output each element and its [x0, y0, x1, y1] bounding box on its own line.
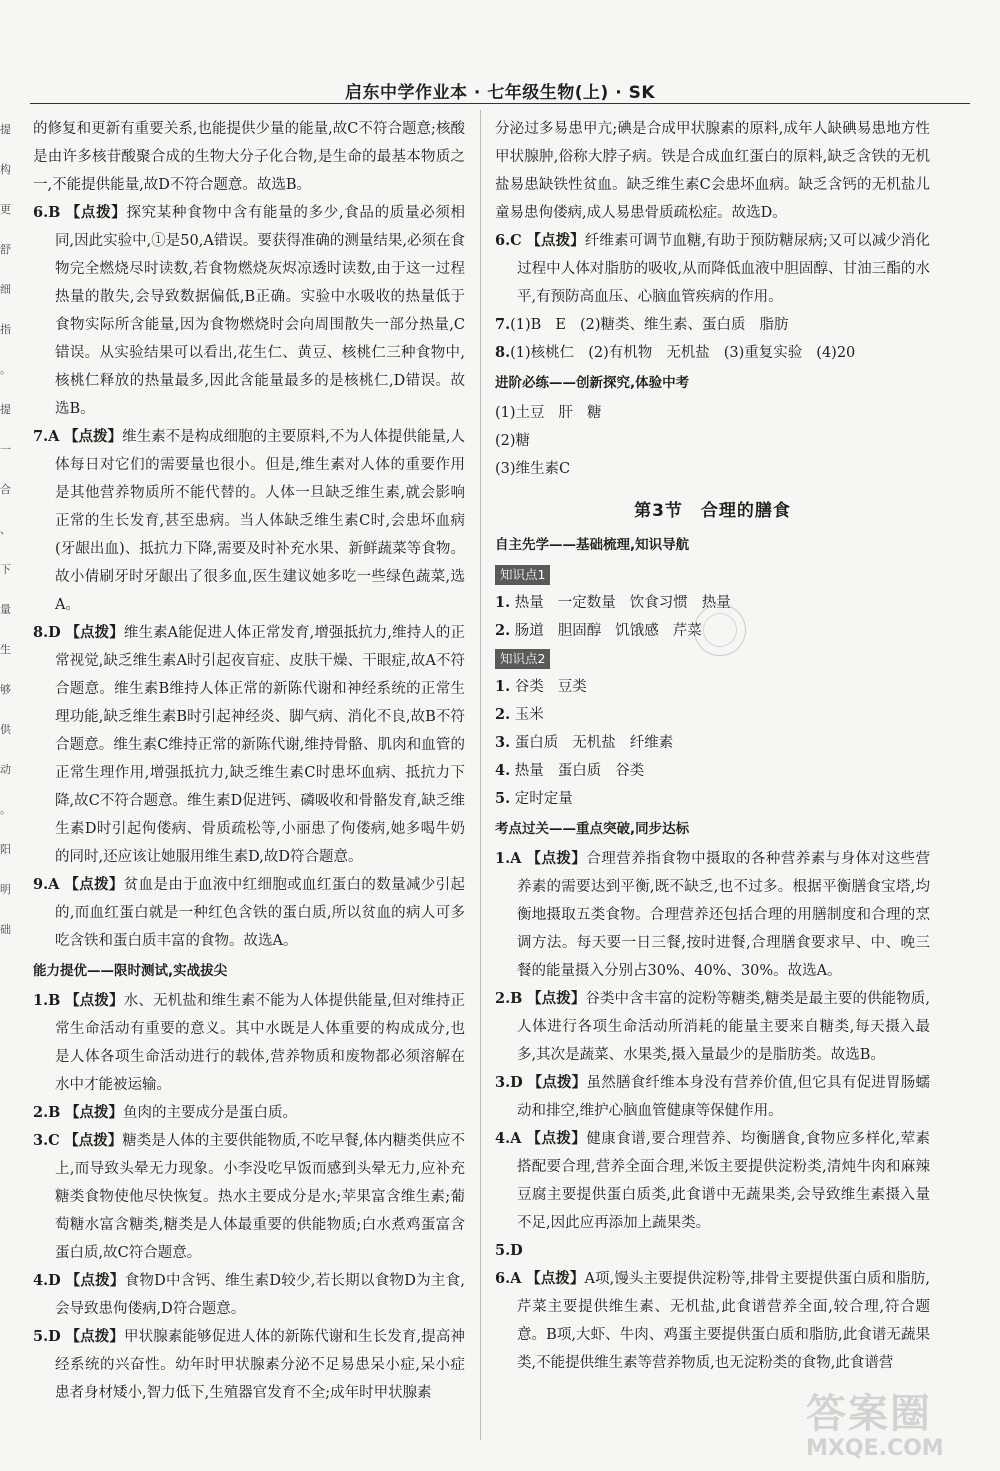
- header-rule: [30, 103, 970, 104]
- hint-tag: 【点拨】: [64, 1132, 123, 1149]
- item-number: 8.: [33, 624, 49, 641]
- hint-tag: 【点拨】: [65, 1104, 124, 1121]
- answer-part: 热量: [514, 595, 544, 611]
- answer-part: 谷类: [514, 679, 544, 695]
- item-answer: D: [48, 1272, 61, 1289]
- answer-part: (3)重复实验: [723, 345, 803, 361]
- margin-char: 细: [0, 283, 11, 296]
- item-number: 3.: [495, 1074, 511, 1091]
- item-text: 合理营养指食物中摄取的各种营养素与身体对这些营养素的需要达到平衡,既不缺乏,也不过多。根据平衡膳食宝塔,均衡地摄取五类食物。合理营养还包括合理的用膳制度和合理的烹调方法。每天要一日三餐,按时进餐,合理膳食要求早、中、晚三餐的能量摄入分别占30%、40%、30%。故选A。: [517, 851, 930, 979]
- challenge-answer-1: [495, 399, 930, 427]
- hint-tag: 【点拨】: [65, 624, 124, 641]
- hint-tag: 【点拨】: [527, 990, 586, 1007]
- item-text: 水、无机盐和维生素不能为人体提供能量,但对维持正常生命活动有重要的意义。其中水既是人体重要的构成成分,也是人体各项生命活动进行的载体,营养物质和废物都必须溶解在水中才能被运输。: [55, 993, 465, 1093]
- hint-tag: 【点拨】: [65, 204, 127, 221]
- item-number: 7.: [33, 428, 49, 445]
- item-number: 4.: [33, 1272, 49, 1289]
- continued-paragraph: 分泌过多易患甲亢;碘是合成甲状腺素的原料,成年人缺碘易患地方性甲状腺肿,俗称大脖子病。铁是合成血红蛋白的原料,缺乏含铁的无机盐易患缺铁性贫血。缺乏维生素C会患坏血病。缺乏含钙的无机盐儿童易患佝偻病,成人易患骨质疏松症。故选D。: [495, 121, 930, 221]
- margin-char: 指: [0, 323, 11, 336]
- item-answer: B: [48, 204, 61, 221]
- answer-item-6: [33, 199, 465, 423]
- item-answer: D: [48, 1328, 61, 1345]
- item-number: 1.: [33, 992, 49, 1009]
- answer-part: E: [555, 317, 566, 333]
- item-number: 4.: [495, 762, 511, 779]
- hint-tag: 【点拨】: [526, 850, 587, 867]
- answer-part: 芹菜: [672, 623, 702, 639]
- answer-part: 饮食习惯: [629, 595, 688, 611]
- knowledge-answer: [495, 757, 930, 785]
- item-number: 2.: [495, 622, 511, 639]
- section-heading-checkpoint: 考点过关——重点突破,同步达标: [495, 821, 690, 837]
- answer-part: (2)有机物: [588, 345, 653, 361]
- answer-part: 定时定量: [514, 791, 573, 807]
- margin-char: 一: [0, 443, 11, 456]
- item-text: 纤维素可调节血糖,有助于预防糖尿病;又可以减少消化过程中人体对脂肪的吸收,从而降低血液中胆固醇、甘油三酯的水平,有预防高血压、心脑血管疾病的作用。: [517, 233, 930, 305]
- hint-tag: 【点拨】: [64, 876, 124, 893]
- item-number: 9.: [33, 876, 49, 893]
- chapter-title: [495, 497, 930, 525]
- margin-char: 阳: [0, 843, 11, 856]
- answer-item-8: [495, 339, 930, 367]
- margin-char: 、: [0, 523, 11, 536]
- item-answer: C: [510, 232, 522, 249]
- answer-part: 玉米: [514, 707, 544, 723]
- margin-char: 合: [0, 483, 11, 496]
- answer-part: 肝: [558, 405, 574, 421]
- answer-item-8: [33, 619, 465, 871]
- answer-part: 脂肪: [759, 317, 789, 333]
- margin-char: 础: [0, 923, 11, 936]
- item-text: 食物D中含钙、维生素D较少,若长期以食物D为主食,会导致患佝偻病,D符合题意。: [55, 1273, 465, 1317]
- answer-part: 无机盐: [666, 345, 710, 361]
- item-number: 1.: [495, 594, 511, 611]
- margin-char: 舒: [0, 243, 11, 256]
- item-number: 3.: [33, 1132, 49, 1149]
- hint-tag: 【点拨】: [526, 1270, 585, 1287]
- answer-part: 一定数量: [557, 595, 616, 611]
- item-number: 6.: [495, 1270, 511, 1287]
- right-column: [495, 115, 930, 1455]
- answer-item-2: [495, 985, 930, 1069]
- answer-item-2: [33, 1099, 465, 1127]
- margin-char: 提: [0, 403, 11, 416]
- knowledge-answer: [495, 673, 930, 701]
- item-text: 维生素A能促进人体正常发育,增强抵抗力,维持人的正常视觉,缺乏维生素A时引起夜盲症、皮肤干燥、干眼症,故A不符合题意。维生素B维持人体正常的新陈代谢和神经系统的正常生理功能,缺乏维生素B时引起神经炎、脚气病、消化不良,故B不符合题意。维生素C维持正常的新陈代谢,维持骨骼、肌肉和血管的正常生理作用,增强抵抗力,缺乏维生素C时患坏血病、抵抗力下降,故C不符合题意。维生素D促进钙、磷吸收和骨骼发育,缺乏维生素D时引起佝偻病、骨质疏松等,小丽患了佝偻病,她多喝牛奶的同时,还应该让她服用维生素D,故D符合题意。: [55, 625, 465, 865]
- item-answer: D: [48, 624, 61, 641]
- answer-part: 蛋白质: [557, 763, 602, 779]
- item-number: 5.: [495, 1242, 511, 1259]
- margin-char: 下: [0, 563, 11, 576]
- watermark-logo-text: 答案圈: [806, 1391, 932, 1437]
- hint-tag: 【点拨】: [526, 1130, 587, 1147]
- margin-char: 明: [0, 883, 11, 896]
- answer-item-9: [33, 871, 465, 955]
- item-text: 鱼肉的主要成分是蛋白质。: [123, 1105, 298, 1121]
- answer-part: 蛋白质: [514, 735, 559, 751]
- chapter-number: 第3节: [634, 501, 683, 521]
- answer-part: 热量: [701, 595, 731, 611]
- left-margin-strip: [0, 110, 14, 1440]
- answer-part: 胆固醇: [557, 623, 602, 639]
- item-answer: A: [510, 850, 522, 867]
- knowledge-answer: [495, 729, 930, 757]
- answer-part: (1)B: [510, 317, 542, 333]
- answer-item-5: [33, 1323, 465, 1407]
- answer-part: (4)20: [816, 345, 856, 361]
- margin-char: 。: [0, 803, 11, 816]
- hint-tag: 【点拨】: [526, 232, 585, 249]
- answer-item-4: [495, 1125, 930, 1237]
- knowledge-answer: [495, 701, 930, 729]
- item-answer: A: [48, 428, 60, 445]
- item-text: 谷类中含丰富的淀粉等糖类,糖类是最主要的供能物质,人体进行各项生命活动所消耗的能量主要来自糖类,每天摄入最多,其次是蔬菜、水果类,摄入量最少的是脂肪类。故选B。: [517, 991, 930, 1063]
- item-text: 探究某种食物中含有能量的多少,食品的质量必须相同,因此实验中,①是50,A错误。要获得准确的测量结果,必须在食物完全燃烧尽时读数,若食物燃烧灰烬凉透时读数,由于这一过程热量的散失,会导致数据偏低,B正确。实验中水吸收的热量低于食物实际所含能量,因为食物燃烧时会向周围散失一部分热量,C错误。从实验结果可以看出,花生仁、黄豆、核桃仁三种食物中,核桃仁释放的热量最多,因此含能量最多的是核桃仁,D错误。故选B。: [55, 205, 465, 417]
- margin-char: 供: [0, 723, 11, 736]
- continued-paragraph: 的修复和更新有重要关系,也能提供少量的能量,故C不符合题意;核酸是由许多核苷酸聚合成的生物大分子化合物,是生命的最基本物质之一,不能提供能量,故D不符合题意。故选B。: [33, 121, 465, 193]
- page-header: 启东中学作业本 · 七年级生物(上) · SK: [344, 83, 656, 103]
- answer-item-5: [495, 1237, 930, 1265]
- chapter-name: 合理的膳食: [700, 501, 791, 521]
- section-heading-advanced: 进阶必练——创新探究,体验中考: [495, 375, 690, 391]
- answer-part: (1)核桃仁: [510, 345, 575, 361]
- item-answer: B: [48, 1104, 61, 1121]
- challenge-answer-2: (2)糖: [495, 433, 531, 449]
- answer-item-4: [33, 1267, 465, 1323]
- answer-part: 豆类: [557, 679, 587, 695]
- item-text: 健康食谱,要合理营养、均衡膳食,食物应多样化,荤素搭配要合理,营养全面合理,米饭主要提供淀粉类,清炖牛肉和麻辣豆腐主要提供蛋白质类,此食谱中无蔬果类,会导致维生素摄入量不足,因此应再添加上蔬果类。: [517, 1131, 930, 1231]
- margin-char: 量: [0, 603, 11, 616]
- answer-item-6: [495, 1265, 930, 1377]
- item-number: 6.: [495, 232, 511, 249]
- item-text: 糖类是人体的主要供能物质,不吃早餐,体内糖类供应不上,而导致头晕无力现象。小李没吃早饭而感到头晕无力,应补充糖类食物使他尽快恢复。热水主要成分是水;苹果富含维生素;葡萄糖水富含糖类,糖类是人体最重要的供能物质;白水煮鸡蛋富含蛋白质,故C符合题意。: [55, 1133, 465, 1261]
- item-text: A项,馒头主要提供淀粉等,排骨主要提供蛋白质和脂肪,芹菜主要提供维生素、无机盐,此食谱营养全面,较合理,符合题意。B项,大虾、牛肉、鸡蛋主要提供蛋白质和脂肪,此食谱无蔬果类,不能提供维生素等营养物质,也无淀粉类的食物,此食谱营: [517, 1271, 930, 1371]
- item-number: 4.: [495, 1130, 511, 1147]
- margin-char: 。: [0, 363, 11, 376]
- answer-item-1: [33, 987, 465, 1099]
- item-answer: C: [48, 1132, 60, 1149]
- watermark-domain: MXQE.COM: [806, 1436, 944, 1461]
- item-answer: A: [510, 1270, 522, 1287]
- item-text: 甲状腺素能够促进人体的新陈代谢和生长发育,提高神经系统的兴奋性。幼年时甲状腺素分泌不足易患呆小症,呆小症患者身材矮小,智力低下,生殖器官发育不全;成年时甲状腺素: [55, 1329, 465, 1401]
- knowledge-answer: [495, 785, 930, 813]
- answer-part: 纤维素: [629, 735, 674, 751]
- item-number: 5.: [33, 1328, 49, 1345]
- item-number: 2.: [495, 706, 511, 723]
- margin-char: 够: [0, 683, 11, 696]
- item-answer: B: [48, 992, 61, 1009]
- answer-part: 肠道: [514, 623, 544, 639]
- margin-char: 动: [0, 763, 11, 776]
- item-number: 7.: [495, 316, 511, 333]
- item-answer: A: [510, 1130, 522, 1147]
- margin-char: 生: [0, 643, 11, 656]
- answer-item-3: [33, 1127, 465, 1267]
- answer-item-7: [495, 311, 930, 339]
- item-answer: D: [510, 1242, 523, 1259]
- item-number: 1.: [495, 678, 511, 695]
- item-number: 8.: [495, 344, 511, 361]
- item-number: 3.: [495, 734, 511, 751]
- answer-part: 无机盐: [572, 735, 616, 751]
- answer-part: 谷类: [615, 763, 645, 779]
- answer-part: 糖: [587, 405, 602, 421]
- answer-part: 饥饿感: [615, 623, 659, 639]
- knowledge-point-badge-1: 知识点1: [495, 565, 550, 585]
- item-number: 2.: [495, 990, 511, 1007]
- section-heading-ability: 能力提优——限时测试,实战拔尖: [33, 963, 228, 979]
- answer-part: (2)糖类、维生素、蛋白质: [579, 317, 746, 333]
- item-answer: D: [510, 1074, 523, 1091]
- item-answer: A: [48, 876, 60, 893]
- answer-item-3: [495, 1069, 930, 1125]
- section-heading-self-study: 自主先学——基础梳理,知识导航: [495, 537, 690, 553]
- hint-tag: 【点拨】: [65, 1272, 125, 1289]
- site-watermark: [806, 1392, 996, 1468]
- hint-tag: 【点拨】: [65, 1328, 124, 1345]
- hint-tag: 【点拨】: [65, 992, 124, 1009]
- margin-char: 提: [0, 123, 11, 136]
- item-text: 虽然膳食纤维本身没有营养价值,但它具有促进胃肠蠕动和排空,维护心脑血管健康等保健作用。: [517, 1075, 930, 1119]
- answer-item-7: [33, 423, 465, 619]
- item-number: 1.: [495, 850, 511, 867]
- item-text: 维生素不是构成细胞的主要原料,不为人体提供能量,人体每日对它们的需要量也很小。但是,维生素对人体的重要作用是其他营养物质所不能代替的。人体一旦缺乏维生素,就会影响正常的生长发育,甚至患病。当人体缺乏维生素C时,会患坏血病(牙龈出血)、抵抗力下降,需要及时补充水果、新鲜蔬菜等食物。故小倩刷牙时牙龈出了很多血,医生建议她多吃一些绿色蔬菜,选A。: [55, 429, 465, 613]
- knowledge-point-badge-2: 知识点2: [495, 649, 550, 669]
- left-column: [33, 115, 465, 1455]
- item-answer: B: [510, 990, 523, 1007]
- column-divider: [480, 110, 481, 1440]
- answer-item-6: [495, 227, 930, 311]
- hint-tag: 【点拨】: [64, 428, 123, 445]
- challenge-answer-3: (3)维生素C: [495, 461, 571, 477]
- hint-tag: 【点拨】: [527, 1074, 587, 1091]
- item-number: 6.: [33, 204, 49, 221]
- margin-char: 构: [0, 163, 11, 176]
- item-number: 2.: [33, 1104, 49, 1121]
- item-number: 5.: [495, 790, 511, 807]
- answer-part: 热量: [514, 763, 544, 779]
- answer-item-1: [495, 845, 930, 985]
- margin-char: 更: [0, 203, 11, 216]
- answer-part: (1)土豆: [495, 405, 545, 421]
- item-text: 贫血是由于血液中红细胞或血红蛋白的数量减少引起的,而血红蛋白就是一种红色含铁的蛋白质,所以贫血的病人可多吃含铁和蛋白质丰富的食物。故选A。: [55, 877, 465, 949]
